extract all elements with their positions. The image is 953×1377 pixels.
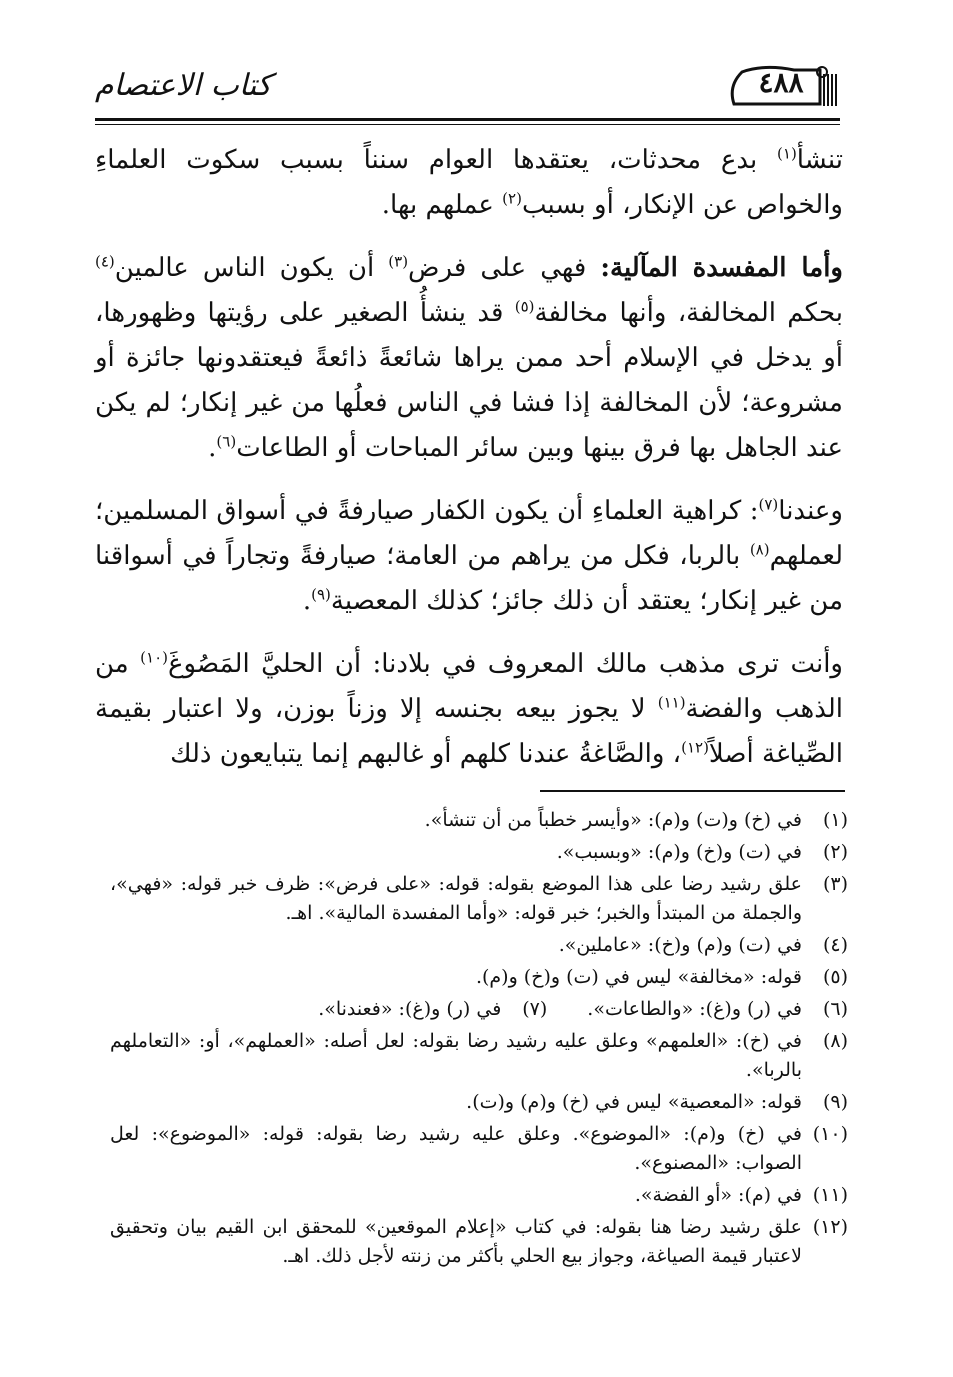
footnote-text: قوله: «المعصية» ليس في (خ) و(م) و(ت). bbox=[466, 1091, 802, 1113]
footnote bbox=[110, 1088, 848, 1117]
text-run: . bbox=[208, 433, 217, 463]
text-run: . bbox=[302, 586, 312, 616]
footnote-ref[interactable]: (٢) bbox=[502, 189, 522, 208]
footnote bbox=[110, 838, 848, 867]
footnote bbox=[110, 806, 848, 835]
footnote-number: (٤) bbox=[822, 934, 848, 956]
footnote-number: (٥) bbox=[822, 966, 848, 988]
text-run: أن يكون الناس عالمين bbox=[114, 253, 389, 283]
footnote bbox=[110, 870, 848, 928]
text-run: عملهم بها. bbox=[381, 190, 503, 220]
text-run: تنشأ bbox=[796, 145, 843, 175]
paragraph-2 bbox=[95, 246, 843, 471]
footnote-ref[interactable]: (٩) bbox=[311, 585, 331, 604]
footnote-number: (١٠) bbox=[812, 1123, 848, 1145]
footnote-text: في (م): «أو الفضة». bbox=[634, 1184, 802, 1206]
footnote-number: (٢) bbox=[822, 841, 848, 863]
footnote-text: في (خ) و(م): «الموضوع». وعلق عليه رشيد رضا بقوله: قوله: «الموضوع»: لعل الصواب: «المصنوع». bbox=[110, 1123, 802, 1174]
footnote-text: في (خ) و(ت) و(م): «وأيسر خطباً من أن تنشأ». bbox=[424, 809, 802, 831]
footnote bbox=[110, 963, 848, 992]
footnote-ref[interactable]: (٨) bbox=[749, 540, 770, 559]
footnote bbox=[110, 1181, 848, 1210]
paragraph-4 bbox=[95, 642, 843, 777]
footnote bbox=[110, 931, 848, 960]
footnote-number: (١١) bbox=[812, 1184, 848, 1206]
footnote-ref[interactable]: (١٢) bbox=[681, 738, 709, 757]
footnote bbox=[318, 995, 547, 1024]
footnote-ref[interactable]: (٦) bbox=[216, 432, 237, 451]
footnote-row bbox=[110, 995, 848, 1024]
footnote-ref[interactable]: (٤) bbox=[95, 252, 115, 271]
footnote-number: (٦) bbox=[822, 998, 848, 1020]
footnote-text: قوله: «مخالفة» ليس في (ت) و(خ) و(م). bbox=[475, 966, 802, 988]
paragraph-1 bbox=[95, 138, 843, 228]
footnote-text: في (ت) و(خ) و(م): «وبسبب». bbox=[556, 841, 802, 863]
paragraph-3 bbox=[95, 489, 843, 624]
footnote-separator bbox=[540, 790, 845, 792]
page-header bbox=[95, 62, 840, 120]
footnotes bbox=[110, 806, 848, 1274]
footnote bbox=[110, 1027, 848, 1085]
footnote-number: (١٢) bbox=[812, 1216, 848, 1238]
page-number-badge bbox=[724, 64, 840, 108]
footnote-number: (٣) bbox=[822, 873, 848, 895]
text-run: وعندنا bbox=[778, 496, 843, 526]
text-run: بحكم المخالفة، وأنها مخالفة bbox=[534, 298, 843, 328]
bold-lead: وأما المفسدة المآلية: bbox=[600, 253, 843, 283]
footnote-ref[interactable]: (١) bbox=[777, 144, 797, 163]
main-text bbox=[95, 138, 843, 795]
footnote-number: (٩) bbox=[822, 1091, 848, 1113]
text-run: : كراهية العلماءِ أن يكون الكفار صيارفةً في أسواق المسلمين؛ لعملهم bbox=[95, 496, 843, 571]
running-title: كتاب الاعتصام bbox=[95, 68, 272, 103]
text-run: قد ينشأُ الصغير على رؤيتها وظهورها، أو يدخل في الإسلام أحد ممن يراها شائعةً ذائعةً فيعتقدونها جائزة أو مشروعة؛ لأن المخالفة إذا فشا في الناس فعلُها من غير إنكار؛ لم يكن عند الجاهل بها فرق بينها وبين سائر المباحات أو الطاعات bbox=[95, 298, 843, 463]
text-run: ، والصَّاغةُ عندنا كلهم أو غالبهم إنما يتبايعون ذلك bbox=[170, 739, 682, 769]
header-rule-thin bbox=[95, 124, 840, 125]
footnote-text: في (خ): «العلمهم» وعلق عليه رشيد رضا بقوله: لعل أصله: «العملهم»، أو: «التعاملهم بالربا». bbox=[110, 1030, 802, 1081]
footnote-text: في (ر) و(غ): «والطاعات». bbox=[587, 998, 802, 1020]
text-run: بدع محدثات، يعتقدها العوام سنناً بسبب سكوت العلماءِ والخواص عن الإنكار، أو بسبب bbox=[95, 145, 843, 220]
page-number: ٤٨٨ bbox=[758, 66, 804, 99]
footnote-ref[interactable]: (٥) bbox=[514, 297, 535, 316]
footnote-text: علق رشيد رضا هنا بقوله: في كتاب «إعلام الموقعين» للمحقق ابن القيم بيان وتحقيق لاعتبار قيمة الصياغة، وجواز بيع الحلي بأكثر من زنته لأجل ذلك. اهـ. bbox=[110, 1216, 802, 1267]
text-run: بالربا، فكل من يراهم من العامة؛ صيارفةً وتجاراً في أسواقنا من غير إنكار؛ يعتقد أن ذلك جائز؛ كذلك المعصية bbox=[95, 541, 843, 616]
text-run: وأنت ترى مذهب مالك المعروف في بلادنا: أن الحليَّ المَصُوغَ bbox=[168, 649, 843, 679]
footnote-ref[interactable]: (١٠) bbox=[140, 648, 168, 667]
footnote-number: (١) bbox=[822, 809, 848, 831]
footnote bbox=[587, 995, 848, 1024]
footnote-ref[interactable]: (٧) bbox=[758, 495, 779, 514]
footnote bbox=[110, 1213, 848, 1271]
text-run: لا يجوز بيعه بجنسه إلا وزناً بوزن، ولا اعتبار بقيمة الصِّياغة أصلاً bbox=[95, 694, 843, 769]
text-run: فهي على فرض bbox=[408, 253, 601, 283]
footnote-text: في (ر) و(غ): «فعندنا». bbox=[318, 998, 502, 1020]
header-rule bbox=[95, 118, 840, 121]
footnote-ref[interactable]: (١١) bbox=[657, 693, 686, 712]
footnote-number: (٧) bbox=[522, 998, 548, 1020]
footnote-text: في (ت) و(م) و(خ): «عاملين». bbox=[558, 934, 802, 956]
footnote-text: علق رشيد رضا على هذا الموضع بقوله: قوله: «على فرض»: ظرف خبر قوله: «فهي»، والجملة من المبتدأ والخبر؛ خبر قوله: «وأما المفسدة المالية». اهـ. bbox=[110, 873, 802, 924]
text-run: من الذهب والفضة bbox=[95, 649, 843, 724]
footnote-ref[interactable]: (٣) bbox=[388, 252, 409, 271]
footnote bbox=[110, 1120, 848, 1178]
footnote-number: (٨) bbox=[822, 1030, 848, 1052]
